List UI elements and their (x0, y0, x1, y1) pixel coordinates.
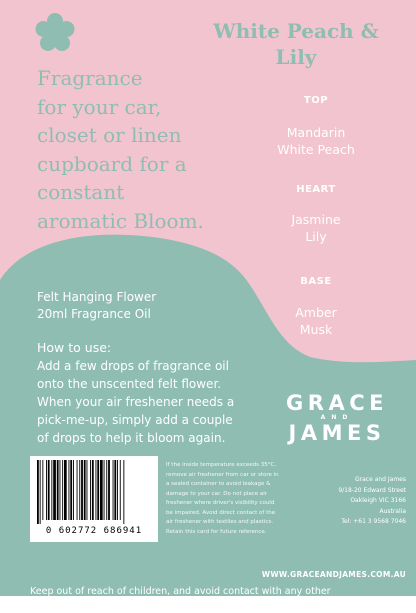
barcode-bar (64, 460, 67, 520)
tagline-line: constant (37, 180, 125, 204)
safety-line: be impaired. Avoid direct contact of the (166, 509, 276, 516)
barcode-bar (90, 460, 91, 520)
brand-word: JAMES (288, 421, 386, 445)
barcode-bar (79, 460, 80, 520)
note-items-heart (236, 211, 396, 245)
safety-line: Retain this card for future reference. (166, 528, 267, 535)
address-line: Tel: +61 3 9568 7046 (341, 518, 406, 525)
tagline-line: closet or linen (37, 123, 182, 147)
warning-notice (30, 585, 410, 613)
safety-line: damage to your car. Do not place air (166, 490, 268, 497)
address-line: Oakleigh VIC 3166 (350, 497, 406, 504)
warning-line: surfaces. If a spills occurs, wipe immediately with a damp cloth. (30, 600, 335, 611)
note-heading-heart: HEART (296, 184, 336, 195)
note-item: Jasmine (291, 212, 341, 227)
safety-line: a sealed container to avoid leakage & (166, 481, 271, 487)
barcode-bar (70, 460, 72, 520)
note-items-base (236, 304, 396, 338)
address-line: Australia (379, 507, 406, 515)
barcode (30, 456, 158, 542)
tagline-line: aromatic Bloom. (37, 208, 204, 233)
note-item: Mandarin (286, 125, 346, 140)
brand-conjunction: AND (320, 414, 354, 421)
how-to-instructions (37, 357, 267, 447)
barcode-bar (81, 460, 83, 520)
product-line: Felt Hanging Flower (37, 290, 157, 304)
barcode-bar (92, 460, 94, 520)
address-line: Grace and James (355, 476, 406, 483)
tagline-line: cupboard for a (37, 151, 187, 176)
product-line: 20ml Fragrance Oil (37, 307, 151, 321)
barcode-number: 0 602772 686941 (45, 526, 143, 536)
safety-line: remove air freshener from car or store in (166, 471, 279, 478)
address-line: 9/18-20 Edward Street (338, 486, 406, 494)
how-to-heading: How to use: (37, 340, 112, 355)
how-to-line: onto the unscented felt flower. (37, 377, 222, 391)
barcode-bar (73, 460, 74, 520)
barcode-bar (77, 460, 78, 520)
tagline (37, 64, 237, 235)
note-heading-top: TOP (303, 95, 329, 106)
product-info (37, 289, 156, 323)
note-items-top (236, 124, 396, 158)
barcode-bar (108, 460, 110, 520)
barcode-bar (40, 460, 41, 524)
website-link[interactable]: WWW.GRACEANDJAMES.COM.AU (261, 570, 406, 579)
how-to-line: pick-me-up, simply add a couple (37, 413, 233, 427)
barcode-bar (123, 460, 124, 524)
barcode-bar (37, 460, 39, 524)
barcode-bar (104, 460, 105, 520)
barcode-bar (57, 460, 59, 520)
barcode-bar (42, 460, 43, 520)
barcode-bar (114, 460, 116, 520)
safety-line: freshener where driver's visibility could (166, 500, 275, 506)
safety-line: air freshener with textiles and plastics. (166, 519, 273, 525)
barcode-bar (87, 460, 88, 520)
flower-icon (33, 12, 77, 54)
barcode-bar (117, 460, 118, 520)
barcode-bar (48, 460, 50, 520)
note-item: White Peach (277, 142, 355, 157)
barcode-bar (60, 460, 61, 520)
how-to-line: of drops to help it bloom again. (37, 431, 226, 445)
safety-notice (166, 461, 308, 537)
barcode-bar (62, 460, 63, 520)
barcode-bar (96, 460, 97, 520)
barcode-bar (84, 460, 86, 520)
barcode-bar (100, 460, 103, 520)
tagline-line: Fragrance (37, 66, 143, 90)
barcode-bar (113, 460, 114, 520)
barcode-bars (36, 460, 152, 524)
note-heading-base: BASE (300, 276, 332, 287)
note-item: Amber (295, 305, 337, 320)
barcode-bar (46, 460, 47, 520)
barcode-bar (97, 460, 99, 520)
tagline-line: for your car, (37, 94, 162, 119)
product-title: White Peach & Lily (213, 19, 379, 69)
safety-line: If the inside temperature exceeds 35°C, (166, 462, 277, 468)
barcode-bar (120, 460, 121, 520)
barcode-bar (51, 460, 52, 520)
barcode-bar (53, 460, 56, 520)
note-item: Lily (305, 229, 327, 244)
warning-line: Keep out of reach of children, and avoid contact with any other (30, 586, 331, 597)
note-item: Musk (299, 322, 333, 337)
how-to-line: Add a few drops of fragrance oil (37, 359, 229, 373)
brand-word: GRACE (286, 391, 388, 415)
how-to-line: When your air freshener needs a (37, 395, 235, 409)
barcode-bar (69, 460, 70, 520)
brand-logo (284, 392, 390, 444)
company-address (310, 475, 406, 528)
barcode-bar (106, 460, 107, 520)
